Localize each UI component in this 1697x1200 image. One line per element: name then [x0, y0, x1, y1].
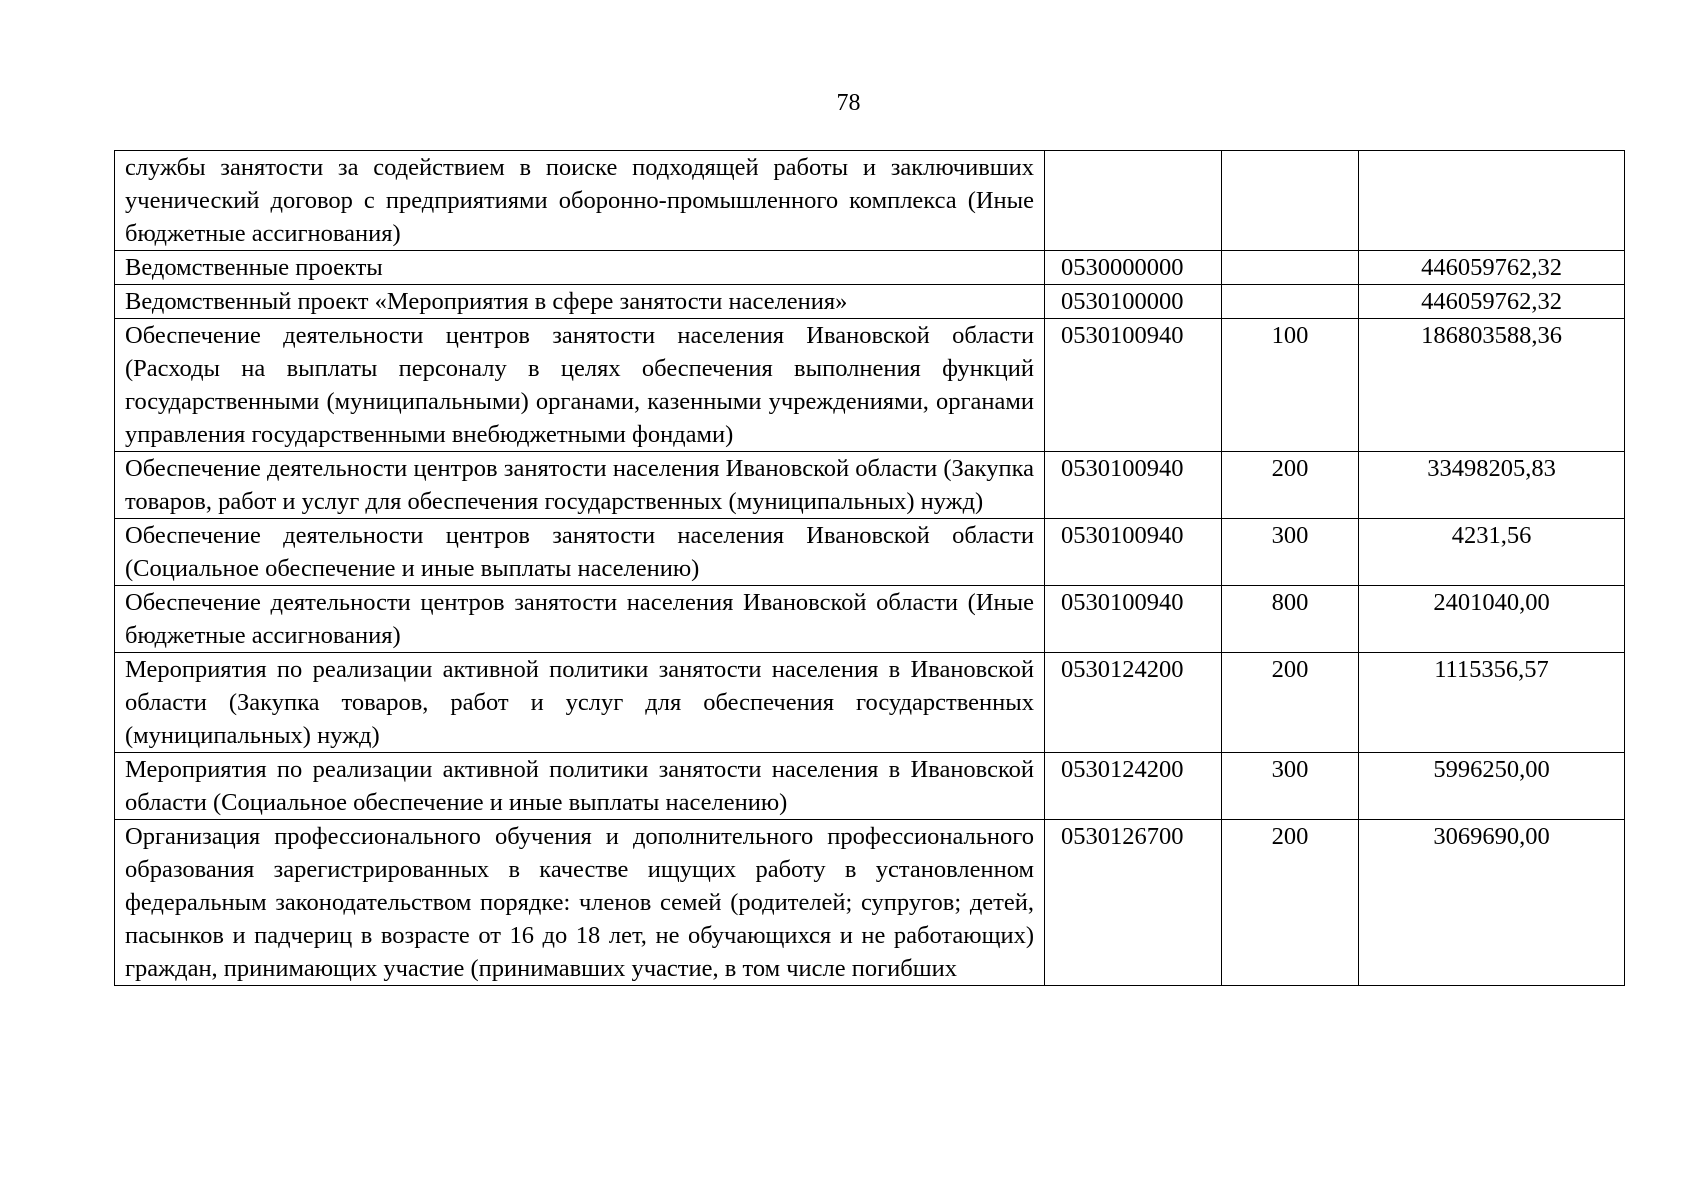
- amount: 446059762,32: [1359, 285, 1625, 319]
- amount: 186803588,36: [1359, 319, 1625, 452]
- table-row: [115, 251, 1625, 285]
- target-article-code: 0530126700: [1045, 820, 1222, 986]
- table-row: [115, 653, 1625, 753]
- row-description: Ведомственные проекты: [115, 251, 1045, 285]
- expense-type-code: [1222, 285, 1359, 319]
- target-article-code: 0530100940: [1045, 452, 1222, 519]
- page-number: 78: [836, 90, 861, 116]
- row-description: Организация профессионального обучения и дополнительного профессионального образования зарегистрированных в качестве ищущих работу в установленном федеральным законодательством порядке: членов семей (родителей; супругов; детей, пасынков и падчериц в возрасте от 16 до 18 лет, не обучающихся и не работающих) граждан, принимающих участие (принимавших участие, в том числе погибших: [115, 820, 1045, 986]
- row-description: Обеспечение деятельности центров занятости населения Ивановской области (Социальное обеспечение и иные выплаты населению): [115, 519, 1045, 586]
- target-article-code: 0530100940: [1045, 586, 1222, 653]
- amount: 4231,56: [1359, 519, 1625, 586]
- row-description: Обеспечение деятельности центров занятости населения Ивановской области (Расходы на выплаты персоналу в целях обеспечения выполнения функций государственными (муниципальными) органами, казенными учреждениями, органами управления государственными внебюджетными фондами): [115, 319, 1045, 452]
- target-article-code: 0530124200: [1045, 753, 1222, 820]
- expense-type-code: 300: [1222, 519, 1359, 586]
- expense-type-code: 800: [1222, 586, 1359, 653]
- amount: 5996250,00: [1359, 753, 1625, 820]
- row-description: Обеспечение деятельности центров занятости населения Ивановской области (Иные бюджетные ассигнования): [115, 586, 1045, 653]
- row-description: службы занятости за содействием в поиске подходящей работы и заключивших ученический договор с предприятиями оборонно-промышленного комплекса (Иные бюджетные ассигнования): [115, 151, 1045, 251]
- target-article-code: [1045, 151, 1222, 251]
- target-article-code: 0530000000: [1045, 251, 1222, 285]
- expense-type-code: [1222, 151, 1359, 251]
- expense-type-code: 200: [1222, 653, 1359, 753]
- table-row: [115, 519, 1625, 586]
- row-description: Мероприятия по реализации активной политики занятости населения в Ивановской области (Социальное обеспечение и иные выплаты населению): [115, 753, 1045, 820]
- amount: 3069690,00: [1359, 820, 1625, 986]
- target-article-code: 0530100940: [1045, 319, 1222, 452]
- amount: 2401040,00: [1359, 586, 1625, 653]
- table-row: [115, 151, 1625, 251]
- row-description: Мероприятия по реализации активной политики занятости населения в Ивановской области (Закупка товаров, работ и услуг для обеспечения государственных (муниципальных) нужд): [115, 653, 1045, 753]
- row-description: Обеспечение деятельности центров занятости населения Ивановской области (Закупка товаров, работ и услуг для обеспечения государственных (муниципальных) нужд): [115, 452, 1045, 519]
- expense-type-code: 200: [1222, 820, 1359, 986]
- budget-table: [114, 150, 1625, 986]
- target-article-code: 0530100940: [1045, 519, 1222, 586]
- amount: 1115356,57: [1359, 653, 1625, 753]
- table-row: [115, 820, 1625, 986]
- table-row: [115, 285, 1625, 319]
- amount: 33498205,83: [1359, 452, 1625, 519]
- table-row: [115, 753, 1625, 820]
- amount: 446059762,32: [1359, 251, 1625, 285]
- expense-type-code: 100: [1222, 319, 1359, 452]
- expense-type-code: [1222, 251, 1359, 285]
- table-row: [115, 319, 1625, 452]
- amount: [1359, 151, 1625, 251]
- target-article-code: 0530124200: [1045, 653, 1222, 753]
- expense-type-code: 300: [1222, 753, 1359, 820]
- expense-type-code: 200: [1222, 452, 1359, 519]
- table-row: [115, 452, 1625, 519]
- table-row: [115, 586, 1625, 653]
- target-article-code: 0530100000: [1045, 285, 1222, 319]
- row-description: Ведомственный проект «Мероприятия в сфере занятости населения»: [115, 285, 1045, 319]
